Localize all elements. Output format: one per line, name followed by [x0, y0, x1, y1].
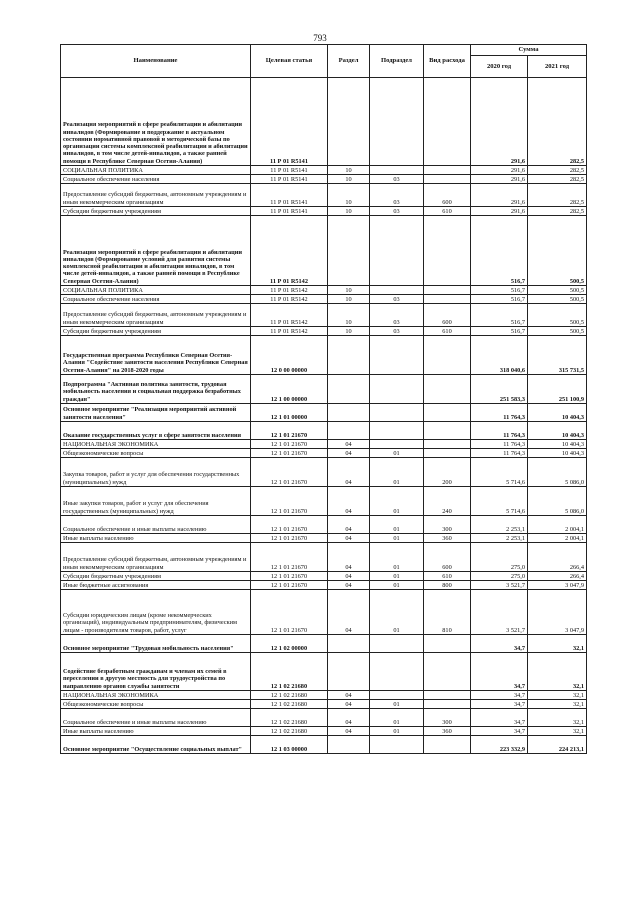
- cell-expense-type: 300: [424, 516, 471, 534]
- cell-sum-2021: 32,1: [528, 709, 587, 727]
- cell-subsection: 01: [370, 516, 424, 534]
- table-row: [61, 691, 587, 700]
- table-row: [61, 458, 587, 487]
- table-row: [61, 653, 587, 691]
- cell-section: 04: [328, 440, 370, 449]
- cell-subsection: [370, 78, 424, 166]
- cell-expense-type: 800: [424, 581, 471, 590]
- cell-expense-type: [424, 422, 471, 440]
- cell-sum-2020: 34,7: [471, 727, 528, 736]
- table-row: [61, 534, 587, 543]
- cell-sum-2020: 11 764,3: [471, 449, 528, 458]
- cell-expense-type: [424, 700, 471, 709]
- cell-section: 04: [328, 449, 370, 458]
- cell-section: 10: [328, 286, 370, 295]
- table-row: [61, 581, 587, 590]
- table-row: [61, 336, 587, 375]
- cell-name: Иные бюджетные ассигнования: [61, 581, 251, 590]
- cell-section: 04: [328, 590, 370, 635]
- cell-sum-2020: 223 332,9: [471, 736, 528, 754]
- cell-subsection: 01: [370, 487, 424, 516]
- cell-name: Подпрограмма "Активная политика занятости, трудовая мобильность населения и социальная поддержка безработных граждан": [61, 375, 251, 404]
- cell-target-article: 12 1 02 21680: [251, 700, 328, 709]
- cell-name: Иные закупки товаров, работ и услуг для обеспечения государственных (муниципальных) нужд: [61, 487, 251, 516]
- cell-sum-2020: 291,6: [471, 184, 528, 207]
- cell-sum-2020: 291,6: [471, 166, 528, 175]
- cell-name: Субсидии бюджетным учреждениям: [61, 207, 251, 216]
- table-row: [61, 635, 587, 653]
- cell-target-article: 12 1 00 00000: [251, 375, 328, 404]
- cell-name: Закупка товаров, работ и услуг для обеспечения государственных (муниципальных) нужд: [61, 458, 251, 487]
- cell-target-article: 12 1 02 21680: [251, 727, 328, 736]
- cell-sum-2020: 275,0: [471, 543, 528, 572]
- table-row: [61, 184, 587, 207]
- cell-section: [328, 216, 370, 286]
- cell-name: Оказание государственных услуг в сфере занятости населения: [61, 422, 251, 440]
- cell-expense-type: [424, 78, 471, 166]
- cell-section: 04: [328, 709, 370, 727]
- cell-section: [328, 422, 370, 440]
- table-row: [61, 375, 587, 404]
- cell-name: Предоставление субсидий бюджетным, автономным учреждениям и иным некоммерческим организациям: [61, 184, 251, 207]
- cell-name: Социальное обеспечение и иные выплаты населению: [61, 516, 251, 534]
- cell-target-article: 12 1 01 21670: [251, 572, 328, 581]
- header-expense-type: Вид расхода: [424, 45, 471, 78]
- cell-sum-2020: 318 040,6: [471, 336, 528, 375]
- cell-name: Основное мероприятие "Осуществление социальных выплат": [61, 736, 251, 754]
- cell-expense-type: 360: [424, 534, 471, 543]
- cell-subsection: [370, 736, 424, 754]
- cell-name: СОЦИАЛЬНАЯ ПОЛИТИКА: [61, 286, 251, 295]
- table-row: [61, 216, 587, 286]
- cell-name: Государственная программа Республики Северная Осетия-Алания "Содействие занятости населения Республики Северная Осетия-Алания" на 2018-2020 годы: [61, 336, 251, 375]
- cell-sum-2020: 516,7: [471, 295, 528, 304]
- cell-name: НАЦИОНАЛЬНАЯ ЭКОНОМИКА: [61, 440, 251, 449]
- cell-subsection: [370, 691, 424, 700]
- cell-subsection: 03: [370, 175, 424, 184]
- cell-expense-type: [424, 166, 471, 175]
- cell-subsection: 01: [370, 534, 424, 543]
- cell-subsection: 01: [370, 572, 424, 581]
- cell-sum-2021: 224 213,1: [528, 736, 587, 754]
- cell-subsection: [370, 286, 424, 295]
- cell-sum-2021: 2 004,1: [528, 534, 587, 543]
- cell-target-article: 12 1 01 00000: [251, 404, 328, 422]
- table-row: [61, 449, 587, 458]
- cell-sum-2020: 34,7: [471, 691, 528, 700]
- cell-section: [328, 653, 370, 691]
- cell-expense-type: [424, 175, 471, 184]
- cell-sum-2021: 32,1: [528, 727, 587, 736]
- cell-sum-2021: 10 404,3: [528, 422, 587, 440]
- cell-section: 04: [328, 487, 370, 516]
- cell-sum-2021: 282,5: [528, 166, 587, 175]
- cell-target-article: 12 1 02 21680: [251, 653, 328, 691]
- header-section: Раздел: [328, 45, 370, 78]
- cell-subsection: 01: [370, 543, 424, 572]
- cell-expense-type: 610: [424, 572, 471, 581]
- cell-sum-2020: 5 714,6: [471, 458, 528, 487]
- cell-expense-type: [424, 375, 471, 404]
- cell-section: 10: [328, 304, 370, 327]
- cell-sum-2021: 32,1: [528, 635, 587, 653]
- cell-sum-2021: 500,5: [528, 327, 587, 336]
- cell-subsection: [370, 653, 424, 691]
- cell-sum-2020: 11 764,3: [471, 422, 528, 440]
- cell-section: [328, 336, 370, 375]
- cell-name: Общеэкономические вопросы: [61, 449, 251, 458]
- table-row: [61, 516, 587, 534]
- cell-section: 10: [328, 295, 370, 304]
- cell-sum-2020: 2 253,1: [471, 516, 528, 534]
- cell-target-article: 12 1 01 21670: [251, 543, 328, 572]
- cell-expense-type: [424, 336, 471, 375]
- cell-expense-type: 600: [424, 304, 471, 327]
- cell-name: Социальное обеспечение населения: [61, 295, 251, 304]
- cell-section: 10: [328, 184, 370, 207]
- cell-target-article: 12 1 01 21670: [251, 458, 328, 487]
- cell-expense-type: 240: [424, 487, 471, 516]
- cell-sum-2021: 500,5: [528, 216, 587, 286]
- header-year-1: 2020 год: [471, 56, 528, 78]
- header-name: Наименование: [61, 45, 251, 78]
- cell-section: 10: [328, 327, 370, 336]
- cell-target-article: 11 Р 01 R5141: [251, 175, 328, 184]
- cell-section: 04: [328, 458, 370, 487]
- cell-target-article: 12 1 02 00000: [251, 635, 328, 653]
- cell-name: Реализация мероприятий в сфере реабилитации и абилитации инвалидов (Формирование условий для развития системы комплексной реабилитации и абилитации инвалидов, в том числе детей-инвалидов, а также ранней помощи в Республике Северная Осетия-Алания): [61, 216, 251, 286]
- cell-name: Предоставление субсидий бюджетным, автономным учреждениям и иным некоммерческим организациям: [61, 543, 251, 572]
- cell-expense-type: [424, 736, 471, 754]
- cell-expense-type: [424, 295, 471, 304]
- cell-sum-2020: 516,7: [471, 216, 528, 286]
- cell-subsection: 03: [370, 295, 424, 304]
- cell-sum-2021: 266,4: [528, 543, 587, 572]
- cell-sum-2021: 266,4: [528, 572, 587, 581]
- cell-name: Субсидии бюджетным учреждениям: [61, 572, 251, 581]
- cell-sum-2021: 500,5: [528, 286, 587, 295]
- cell-section: 04: [328, 581, 370, 590]
- table-row: [61, 404, 587, 422]
- cell-sum-2020: 251 583,3: [471, 375, 528, 404]
- cell-subsection: 01: [370, 581, 424, 590]
- cell-name: Реализация мероприятий в сфере реабилитации и абилитации инвалидов (Формирование и поддержание в актуальном состоянии нормативной правовой и методической базы по организации системы комплексной реабилитации и абилитации инвалидов, в том числе детей-инвалидов, а также ранней помощи в Республике Северная Осетия-Алания): [61, 78, 251, 166]
- cell-sum-2021: 2 004,1: [528, 516, 587, 534]
- cell-sum-2020: 291,6: [471, 175, 528, 184]
- cell-target-article: 11 Р 01 R5142: [251, 286, 328, 295]
- cell-section: 10: [328, 175, 370, 184]
- cell-expense-type: [424, 440, 471, 449]
- cell-target-article: 12 1 01 21670: [251, 590, 328, 635]
- cell-sum-2021: 282,5: [528, 207, 587, 216]
- cell-subsection: [370, 166, 424, 175]
- table-row: [61, 590, 587, 635]
- cell-expense-type: 600: [424, 184, 471, 207]
- cell-name: Иные выплаты населению: [61, 727, 251, 736]
- cell-sum-2021: 10 404,3: [528, 440, 587, 449]
- cell-sum-2020: 5 714,6: [471, 487, 528, 516]
- cell-expense-type: [424, 449, 471, 458]
- cell-target-article: 12 1 01 21670: [251, 534, 328, 543]
- cell-sum-2021: 500,5: [528, 304, 587, 327]
- cell-sum-2021: 32,1: [528, 691, 587, 700]
- cell-expense-type: 360: [424, 727, 471, 736]
- cell-subsection: [370, 422, 424, 440]
- cell-sum-2020: 34,7: [471, 700, 528, 709]
- cell-sum-2020: 11 764,3: [471, 404, 528, 422]
- cell-name: НАЦИОНАЛЬНАЯ ЭКОНОМИКА: [61, 691, 251, 700]
- cell-target-article: 12 1 01 21670: [251, 516, 328, 534]
- cell-subsection: 01: [370, 590, 424, 635]
- table-row: [61, 487, 587, 516]
- budget-table: [60, 44, 587, 754]
- cell-section: [328, 635, 370, 653]
- cell-expense-type: 600: [424, 543, 471, 572]
- cell-section: [328, 375, 370, 404]
- cell-sum-2020: 34,7: [471, 709, 528, 727]
- table-row: [61, 207, 587, 216]
- table-row: [61, 295, 587, 304]
- cell-subsection: 01: [370, 458, 424, 487]
- cell-sum-2021: 315 731,5: [528, 336, 587, 375]
- cell-target-article: 11 Р 01 R5142: [251, 327, 328, 336]
- table-row: [61, 736, 587, 754]
- cell-target-article: 11 Р 01 R5142: [251, 295, 328, 304]
- cell-sum-2020: 11 764,3: [471, 440, 528, 449]
- cell-sum-2020: 34,7: [471, 653, 528, 691]
- cell-subsection: [370, 375, 424, 404]
- cell-section: 04: [328, 700, 370, 709]
- table-row: [61, 286, 587, 295]
- cell-name: Субсидии юридическим лицам (кроме некоммерческих организаций), индивидуальным предпринимателям, физическим лицам - производителям товаров, работ, услуг: [61, 590, 251, 635]
- cell-section: 04: [328, 516, 370, 534]
- cell-name: СОЦИАЛЬНАЯ ПОЛИТИКА: [61, 166, 251, 175]
- cell-expense-type: [424, 691, 471, 700]
- cell-target-article: 12 1 03 00000: [251, 736, 328, 754]
- cell-section: 04: [328, 727, 370, 736]
- cell-subsection: 03: [370, 327, 424, 336]
- table-row: [61, 440, 587, 449]
- cell-target-article: 12 1 01 21670: [251, 440, 328, 449]
- cell-section: 10: [328, 166, 370, 175]
- table-row: [61, 422, 587, 440]
- cell-sum-2021: 32,1: [528, 653, 587, 691]
- cell-expense-type: 610: [424, 327, 471, 336]
- cell-expense-type: 200: [424, 458, 471, 487]
- cell-sum-2020: 34,7: [471, 635, 528, 653]
- table-row: [61, 175, 587, 184]
- cell-target-article: 12 1 01 21670: [251, 422, 328, 440]
- cell-sum-2021: 282,5: [528, 184, 587, 207]
- cell-section: [328, 736, 370, 754]
- cell-target-article: 12 1 01 21670: [251, 581, 328, 590]
- cell-name: Социальное обеспечение населения: [61, 175, 251, 184]
- cell-sum-2021: 251 100,9: [528, 375, 587, 404]
- table-row: [61, 572, 587, 581]
- cell-sum-2020: 291,6: [471, 78, 528, 166]
- cell-sum-2020: 3 521,7: [471, 581, 528, 590]
- cell-subsection: [370, 336, 424, 375]
- cell-section: 04: [328, 572, 370, 581]
- cell-expense-type: [424, 653, 471, 691]
- cell-name: Социальное обеспечение и иные выплаты населению: [61, 709, 251, 727]
- cell-target-article: 12 1 02 21680: [251, 691, 328, 700]
- cell-subsection: 01: [370, 449, 424, 458]
- cell-name: Субсидии бюджетным учреждениям: [61, 327, 251, 336]
- cell-sum-2021: 5 086,0: [528, 458, 587, 487]
- cell-target-article: 12 1 01 21670: [251, 487, 328, 516]
- cell-subsection: 01: [370, 700, 424, 709]
- cell-subsection: 01: [370, 709, 424, 727]
- cell-section: 04: [328, 534, 370, 543]
- table-row: [61, 304, 587, 327]
- cell-expense-type: [424, 404, 471, 422]
- cell-target-article: 11 Р 01 R5141: [251, 78, 328, 166]
- cell-sum-2020: 516,7: [471, 286, 528, 295]
- cell-expense-type: [424, 216, 471, 286]
- cell-target-article: 11 Р 01 R5142: [251, 304, 328, 327]
- header-target: Целевая статья: [251, 45, 328, 78]
- table-row: [61, 700, 587, 709]
- cell-sum-2021: 32,1: [528, 700, 587, 709]
- cell-sum-2021: 282,5: [528, 175, 587, 184]
- table-row: [61, 727, 587, 736]
- cell-section: 10: [328, 207, 370, 216]
- cell-name: Иные выплаты населению: [61, 534, 251, 543]
- cell-subsection: [370, 404, 424, 422]
- table-row: [61, 327, 587, 336]
- cell-expense-type: 610: [424, 207, 471, 216]
- header-year-2: 2021 год: [528, 56, 587, 78]
- table-row: [61, 709, 587, 727]
- cell-subsection: [370, 635, 424, 653]
- cell-sum-2020: 2 253,1: [471, 534, 528, 543]
- cell-target-article: 12 1 02 21680: [251, 709, 328, 727]
- cell-sum-2021: 10 404,3: [528, 404, 587, 422]
- table-row: [61, 543, 587, 572]
- cell-name: Основное мероприятие "Трудовая мобильность населения": [61, 635, 251, 653]
- cell-name: Предоставление субсидий бюджетным, автономным учреждениям и иным некоммерческим организациям: [61, 304, 251, 327]
- cell-name: Общеэкономические вопросы: [61, 700, 251, 709]
- cell-sum-2021: 282,5: [528, 78, 587, 166]
- cell-subsection: 03: [370, 207, 424, 216]
- cell-subsection: [370, 440, 424, 449]
- cell-target-article: 12 0 00 00000: [251, 336, 328, 375]
- cell-sum-2020: 3 521,7: [471, 590, 528, 635]
- cell-name: Содействие безработным гражданам и членам их семей в переселении в другую местность для трудоустройства по направлению органов службы занятости: [61, 653, 251, 691]
- cell-target-article: 11 Р 01 R5141: [251, 207, 328, 216]
- cell-subsection: 03: [370, 304, 424, 327]
- page-number: 793: [313, 33, 327, 43]
- cell-target-article: 12 1 01 21670: [251, 449, 328, 458]
- cell-sum-2020: 275,0: [471, 572, 528, 581]
- cell-sum-2020: 516,7: [471, 327, 528, 336]
- cell-sum-2021: 3 047,9: [528, 590, 587, 635]
- header-sum: Сумма: [471, 45, 587, 56]
- cell-sum-2020: 516,7: [471, 304, 528, 327]
- cell-sum-2021: 3 047,9: [528, 581, 587, 590]
- cell-subsection: 03: [370, 184, 424, 207]
- cell-expense-type: [424, 286, 471, 295]
- cell-section: [328, 78, 370, 166]
- table-body: [61, 78, 587, 754]
- cell-subsection: 01: [370, 727, 424, 736]
- cell-sum-2021: 500,5: [528, 295, 587, 304]
- cell-section: 04: [328, 543, 370, 572]
- cell-sum-2021: 5 086,0: [528, 487, 587, 516]
- table-row: [61, 166, 587, 175]
- budget-table-container: [60, 44, 586, 754]
- cell-target-article: 11 Р 01 R5142: [251, 216, 328, 286]
- cell-target-article: 11 Р 01 R5141: [251, 166, 328, 175]
- cell-expense-type: [424, 635, 471, 653]
- cell-sum-2020: 291,6: [471, 207, 528, 216]
- cell-sum-2021: 10 404,3: [528, 449, 587, 458]
- cell-section: 04: [328, 691, 370, 700]
- table-row: [61, 78, 587, 166]
- cell-expense-type: 810: [424, 590, 471, 635]
- cell-expense-type: 300: [424, 709, 471, 727]
- cell-section: [328, 404, 370, 422]
- cell-subsection: [370, 216, 424, 286]
- cell-name: Основное мероприятие "Реализация мероприятий активной занятости населения": [61, 404, 251, 422]
- cell-target-article: 11 Р 01 R5141: [251, 184, 328, 207]
- header-subsection: Подраздел: [370, 45, 424, 78]
